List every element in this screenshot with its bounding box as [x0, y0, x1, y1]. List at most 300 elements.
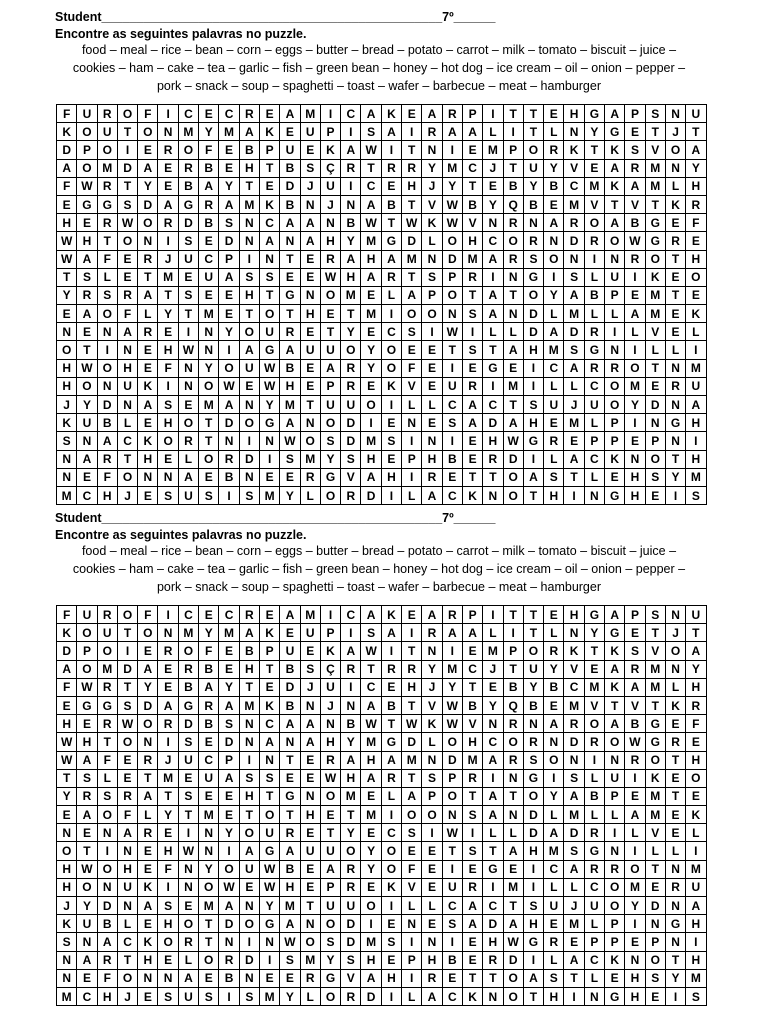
grid-cell[interactable]: M	[57, 486, 77, 504]
grid-cell[interactable]: M	[564, 195, 584, 213]
grid-cell[interactable]: O	[361, 897, 381, 915]
grid-cell[interactable]: K	[138, 933, 158, 951]
grid-cell[interactable]: K	[57, 414, 77, 432]
grid-cell[interactable]: K	[665, 696, 685, 714]
grid-cell[interactable]: R	[462, 878, 482, 896]
grid-cell[interactable]: N	[280, 733, 300, 751]
grid-cell[interactable]: I	[402, 432, 422, 450]
grid-cell[interactable]: E	[158, 824, 178, 842]
grid-cell[interactable]: H	[686, 250, 706, 268]
grid-cell[interactable]: O	[259, 305, 279, 323]
grid-cell[interactable]: T	[158, 787, 178, 805]
grid-cell[interactable]: I	[259, 450, 279, 468]
grid-cell[interactable]: E	[300, 751, 320, 769]
grid-cell[interactable]: Y	[199, 123, 219, 141]
grid-cell[interactable]: A	[605, 660, 625, 678]
grid-cell[interactable]: O	[178, 141, 198, 159]
grid-cell[interactable]: O	[686, 268, 706, 286]
grid-cell[interactable]: E	[158, 450, 178, 468]
grid-cell[interactable]: K	[259, 123, 279, 141]
grid-cell[interactable]: U	[320, 396, 340, 414]
grid-cell[interactable]: W	[442, 715, 462, 733]
grid-cell[interactable]: O	[523, 787, 543, 805]
grid-cell[interactable]: A	[564, 951, 584, 969]
grid-cell[interactable]: A	[239, 341, 259, 359]
grid-cell[interactable]: N	[300, 414, 320, 432]
grid-cell[interactable]: S	[158, 897, 178, 915]
grid-cell[interactable]: R	[219, 450, 239, 468]
grid-cell[interactable]: R	[178, 159, 198, 177]
grid-cell[interactable]: W	[77, 678, 97, 696]
grid-cell[interactable]: F	[57, 105, 77, 123]
grid-cell[interactable]: U	[523, 159, 543, 177]
grid-cell[interactable]: V	[402, 878, 422, 896]
grid-cell[interactable]: F	[117, 806, 137, 824]
grid-cell[interactable]: E	[625, 123, 645, 141]
grid-cell[interactable]: R	[462, 769, 482, 787]
grid-cell[interactable]: A	[57, 159, 77, 177]
grid-cell[interactable]: P	[259, 141, 279, 159]
grid-cell[interactable]: E	[300, 268, 320, 286]
grid-cell[interactable]: R	[462, 268, 482, 286]
grid-cell[interactable]: A	[259, 733, 279, 751]
grid-cell[interactable]: R	[605, 359, 625, 377]
grid-cell[interactable]: K	[138, 878, 158, 896]
grid-cell[interactable]: N	[97, 377, 117, 395]
grid-cell[interactable]: B	[280, 195, 300, 213]
grid-cell[interactable]: T	[584, 141, 604, 159]
grid-cell[interactable]: K	[462, 486, 482, 504]
grid-cell[interactable]: T	[462, 468, 482, 486]
grid-cell[interactable]: D	[219, 733, 239, 751]
grid-cell[interactable]: E	[259, 468, 279, 486]
grid-cell[interactable]: I	[219, 842, 239, 860]
grid-cell[interactable]: R	[341, 660, 361, 678]
grid-cell[interactable]: N	[239, 715, 259, 733]
grid-cell[interactable]: O	[320, 915, 340, 933]
grid-cell[interactable]: T	[503, 606, 523, 624]
grid-cell[interactable]: N	[158, 468, 178, 486]
grid-cell[interactable]: D	[239, 450, 259, 468]
grid-cell[interactable]: N	[57, 951, 77, 969]
grid-cell[interactable]: P	[320, 624, 340, 642]
grid-cell[interactable]: T	[503, 660, 523, 678]
grid-cell[interactable]: H	[544, 486, 564, 504]
grid-cell[interactable]: G	[584, 105, 604, 123]
grid-cell[interactable]: N	[422, 432, 442, 450]
grid-cell[interactable]: D	[402, 232, 422, 250]
grid-cell[interactable]: I	[625, 769, 645, 787]
grid-cell[interactable]: D	[219, 414, 239, 432]
grid-cell[interactable]: K	[57, 624, 77, 642]
grid-cell[interactable]: E	[462, 642, 482, 660]
grid-cell[interactable]: N	[117, 897, 137, 915]
grid-cell[interactable]: E	[665, 268, 685, 286]
grid-cell[interactable]: O	[97, 642, 117, 660]
grid-cell[interactable]: E	[199, 105, 219, 123]
grid-cell[interactable]: O	[178, 414, 198, 432]
grid-cell[interactable]: R	[199, 195, 219, 213]
grid-cell[interactable]: E	[605, 468, 625, 486]
grid-cell[interactable]: U	[199, 268, 219, 286]
grid-cell[interactable]: R	[625, 159, 645, 177]
grid-cell[interactable]: I	[564, 987, 584, 1005]
grid-cell[interactable]: L	[544, 878, 564, 896]
grid-cell[interactable]: H	[625, 486, 645, 504]
grid-cell[interactable]: O	[686, 769, 706, 787]
grid-cell[interactable]: E	[361, 787, 381, 805]
grid-cell[interactable]: E	[361, 824, 381, 842]
grid-cell[interactable]: N	[320, 214, 340, 232]
grid-cell[interactable]: S	[219, 214, 239, 232]
grid-cell[interactable]: T	[523, 486, 543, 504]
grid-cell[interactable]: F	[138, 105, 158, 123]
grid-cell[interactable]: R	[544, 432, 564, 450]
grid-cell[interactable]: A	[503, 915, 523, 933]
grid-cell[interactable]: Y	[584, 123, 604, 141]
grid-cell[interactable]: Y	[57, 286, 77, 304]
grid-cell[interactable]: O	[625, 359, 645, 377]
grid-cell[interactable]: D	[442, 250, 462, 268]
grid-cell[interactable]: E	[320, 806, 340, 824]
grid-cell[interactable]: N	[138, 232, 158, 250]
grid-cell[interactable]: L	[605, 806, 625, 824]
grid-cell[interactable]: B	[381, 696, 401, 714]
grid-cell[interactable]: T	[117, 177, 137, 195]
grid-cell[interactable]: N	[422, 642, 442, 660]
grid-cell[interactable]: T	[503, 159, 523, 177]
grid-cell[interactable]: I	[158, 105, 178, 123]
grid-cell[interactable]: F	[97, 969, 117, 987]
grid-cell[interactable]: L	[402, 897, 422, 915]
grid-cell[interactable]: S	[523, 751, 543, 769]
grid-cell[interactable]: S	[97, 787, 117, 805]
grid-cell[interactable]: L	[564, 878, 584, 896]
grid-cell[interactable]: L	[422, 232, 442, 250]
grid-cell[interactable]: K	[605, 450, 625, 468]
grid-cell[interactable]: D	[219, 232, 239, 250]
grid-cell[interactable]: B	[97, 915, 117, 933]
grid-cell[interactable]: T	[645, 696, 665, 714]
grid-cell[interactable]: A	[320, 860, 340, 878]
grid-cell[interactable]: O	[341, 341, 361, 359]
grid-cell[interactable]: H	[523, 915, 543, 933]
grid-cell[interactable]: E	[300, 141, 320, 159]
grid-cell[interactable]: M	[442, 660, 462, 678]
grid-cell[interactable]: L	[584, 268, 604, 286]
grid-cell[interactable]: R	[138, 250, 158, 268]
grid-cell[interactable]: I	[381, 897, 401, 915]
grid-cell[interactable]: N	[503, 305, 523, 323]
grid-cell[interactable]: E	[402, 105, 422, 123]
grid-cell[interactable]: Y	[219, 177, 239, 195]
grid-cell[interactable]: G	[97, 195, 117, 213]
grid-cell[interactable]: S	[239, 268, 259, 286]
grid-cell[interactable]: M	[199, 897, 219, 915]
grid-cell[interactable]: N	[239, 396, 259, 414]
grid-cell[interactable]: N	[564, 123, 584, 141]
grid-cell[interactable]: E	[503, 359, 523, 377]
grid-cell[interactable]: B	[178, 177, 198, 195]
grid-cell[interactable]: A	[564, 359, 584, 377]
grid-cell[interactable]: N	[300, 286, 320, 304]
grid-cell[interactable]: U	[686, 606, 706, 624]
grid-cell[interactable]: E	[544, 696, 564, 714]
grid-cell[interactable]: C	[584, 878, 604, 896]
grid-cell[interactable]: D	[361, 486, 381, 504]
grid-cell[interactable]: Y	[665, 468, 685, 486]
grid-cell[interactable]: A	[117, 824, 137, 842]
grid-cell[interactable]: K	[686, 305, 706, 323]
grid-cell[interactable]: M	[199, 806, 219, 824]
grid-cell[interactable]: G	[584, 842, 604, 860]
grid-cell[interactable]: O	[239, 915, 259, 933]
grid-cell[interactable]: M	[462, 751, 482, 769]
grid-cell[interactable]: R	[239, 105, 259, 123]
grid-cell[interactable]: B	[462, 696, 482, 714]
grid-cell[interactable]: E	[158, 177, 178, 195]
grid-cell[interactable]: T	[523, 105, 543, 123]
grid-cell[interactable]: M	[97, 159, 117, 177]
grid-cell[interactable]: K	[645, 268, 665, 286]
grid-cell[interactable]: E	[625, 432, 645, 450]
grid-cell[interactable]: A	[544, 214, 564, 232]
grid-cell[interactable]: R	[523, 733, 543, 751]
grid-cell[interactable]: F	[686, 715, 706, 733]
grid-cell[interactable]: E	[381, 414, 401, 432]
grid-cell[interactable]: R	[665, 232, 685, 250]
grid-cell[interactable]: M	[199, 396, 219, 414]
grid-cell[interactable]: E	[402, 341, 422, 359]
grid-cell[interactable]: J	[422, 678, 442, 696]
grid-cell[interactable]: W	[625, 733, 645, 751]
grid-cell[interactable]: O	[544, 751, 564, 769]
grid-cell[interactable]: H	[77, 733, 97, 751]
grid-cell[interactable]: I	[239, 751, 259, 769]
grid-cell[interactable]: C	[544, 860, 564, 878]
grid-cell[interactable]: C	[361, 678, 381, 696]
grid-cell[interactable]: I	[483, 377, 503, 395]
grid-cell[interactable]: M	[259, 486, 279, 504]
grid-cell[interactable]: A	[77, 250, 97, 268]
grid-cell[interactable]: O	[584, 715, 604, 733]
grid-cell[interactable]: O	[199, 450, 219, 468]
grid-cell[interactable]: R	[625, 250, 645, 268]
grid-cell[interactable]: I	[239, 432, 259, 450]
grid-cell[interactable]: R	[341, 860, 361, 878]
grid-cell[interactable]: R	[402, 660, 422, 678]
grid-cell[interactable]: W	[57, 733, 77, 751]
grid-cell[interactable]: T	[178, 305, 198, 323]
grid-cell[interactable]: I	[483, 268, 503, 286]
grid-cell[interactable]: S	[178, 787, 198, 805]
grid-cell[interactable]: S	[300, 159, 320, 177]
grid-cell[interactable]: T	[199, 933, 219, 951]
grid-cell[interactable]: A	[422, 987, 442, 1005]
grid-cell[interactable]: L	[625, 824, 645, 842]
grid-cell[interactable]: Y	[158, 806, 178, 824]
grid-cell[interactable]: O	[645, 450, 665, 468]
grid-cell[interactable]: L	[686, 824, 706, 842]
grid-cell[interactable]: H	[97, 486, 117, 504]
grid-cell[interactable]: J	[320, 195, 340, 213]
grid-cell[interactable]: E	[138, 642, 158, 660]
grid-cell[interactable]: A	[381, 751, 401, 769]
grid-cell[interactable]: N	[239, 969, 259, 987]
grid-cell[interactable]: V	[462, 214, 482, 232]
grid-cell[interactable]: N	[341, 696, 361, 714]
grid-cell[interactable]: N	[665, 432, 685, 450]
grid-cell[interactable]: I	[239, 250, 259, 268]
grid-cell[interactable]: N	[178, 359, 198, 377]
grid-cell[interactable]: C	[564, 678, 584, 696]
grid-cell[interactable]: D	[97, 396, 117, 414]
grid-cell[interactable]: N	[442, 305, 462, 323]
grid-cell[interactable]: I	[117, 141, 137, 159]
grid-cell[interactable]: T	[381, 715, 401, 733]
grid-cell[interactable]: C	[483, 396, 503, 414]
grid-cell[interactable]: U	[686, 105, 706, 123]
grid-cell[interactable]: L	[584, 769, 604, 787]
grid-cell[interactable]: W	[320, 769, 340, 787]
grid-cell[interactable]: I	[483, 878, 503, 896]
grid-cell[interactable]: R	[199, 696, 219, 714]
grid-cell[interactable]: G	[259, 915, 279, 933]
grid-cell[interactable]: T	[645, 624, 665, 642]
grid-cell[interactable]: U	[544, 897, 564, 915]
grid-cell[interactable]: H	[361, 450, 381, 468]
grid-cell[interactable]: M	[239, 696, 259, 714]
grid-cell[interactable]: T	[462, 787, 482, 805]
grid-cell[interactable]: C	[544, 359, 564, 377]
grid-cell[interactable]: K	[605, 678, 625, 696]
grid-cell[interactable]: E	[219, 787, 239, 805]
grid-cell[interactable]: V	[645, 642, 665, 660]
grid-cell[interactable]: S	[117, 195, 137, 213]
grid-cell[interactable]: Y	[259, 396, 279, 414]
grid-cell[interactable]: U	[544, 396, 564, 414]
grid-cell[interactable]: U	[259, 323, 279, 341]
grid-cell[interactable]: L	[97, 268, 117, 286]
grid-cell[interactable]: B	[442, 951, 462, 969]
grid-cell[interactable]: P	[625, 105, 645, 123]
grid-cell[interactable]: E	[77, 323, 97, 341]
grid-cell[interactable]: E	[361, 377, 381, 395]
grid-cell[interactable]: I	[686, 842, 706, 860]
grid-cell[interactable]: T	[665, 951, 685, 969]
grid-cell[interactable]: E	[138, 486, 158, 504]
grid-cell[interactable]: W	[503, 933, 523, 951]
grid-cell[interactable]: A	[138, 159, 158, 177]
grid-cell[interactable]: T	[300, 897, 320, 915]
grid-cell[interactable]: L	[422, 733, 442, 751]
grid-cell[interactable]: Y	[361, 359, 381, 377]
grid-cell[interactable]: S	[625, 141, 645, 159]
grid-cell[interactable]: W	[259, 860, 279, 878]
grid-cell[interactable]: I	[483, 606, 503, 624]
grid-cell[interactable]: E	[422, 359, 442, 377]
grid-cell[interactable]: P	[645, 432, 665, 450]
grid-cell[interactable]: O	[320, 486, 340, 504]
grid-cell[interactable]: H	[57, 715, 77, 733]
grid-cell[interactable]: L	[117, 915, 137, 933]
grid-cell[interactable]: S	[178, 733, 198, 751]
grid-cell[interactable]: A	[442, 123, 462, 141]
grid-cell[interactable]: E	[199, 606, 219, 624]
grid-cell[interactable]: M	[564, 696, 584, 714]
grid-cell[interactable]: S	[442, 915, 462, 933]
grid-cell[interactable]: R	[422, 123, 442, 141]
grid-cell[interactable]: I	[442, 860, 462, 878]
grid-cell[interactable]: V	[584, 195, 604, 213]
grid-cell[interactable]: Y	[341, 323, 361, 341]
grid-cell[interactable]: T	[138, 769, 158, 787]
grid-cell[interactable]: Y	[199, 624, 219, 642]
grid-cell[interactable]: T	[402, 141, 422, 159]
grid-cell[interactable]: T	[97, 232, 117, 250]
grid-cell[interactable]: T	[199, 414, 219, 432]
grid-cell[interactable]: R	[178, 933, 198, 951]
grid-cell[interactable]: U	[259, 824, 279, 842]
grid-cell[interactable]: C	[442, 486, 462, 504]
grid-cell[interactable]: U	[97, 123, 117, 141]
grid-cell[interactable]: N	[158, 123, 178, 141]
grid-cell[interactable]: G	[645, 715, 665, 733]
grid-cell[interactable]: O	[422, 305, 442, 323]
grid-cell[interactable]: D	[341, 915, 361, 933]
grid-cell[interactable]: H	[239, 159, 259, 177]
grid-cell[interactable]: C	[117, 432, 137, 450]
grid-cell[interactable]: A	[686, 897, 706, 915]
grid-cell[interactable]: W	[361, 642, 381, 660]
grid-cell[interactable]: T	[523, 987, 543, 1005]
grid-cell[interactable]: O	[381, 860, 401, 878]
grid-cell[interactable]: P	[605, 432, 625, 450]
grid-cell[interactable]: U	[320, 897, 340, 915]
grid-cell[interactable]: O	[503, 987, 523, 1005]
grid-cell[interactable]: C	[341, 105, 361, 123]
grid-cell[interactable]: T	[341, 806, 361, 824]
grid-cell[interactable]: V	[422, 195, 442, 213]
grid-cell[interactable]: Ç	[320, 159, 340, 177]
grid-cell[interactable]: R	[665, 878, 685, 896]
grid-cell[interactable]: A	[178, 969, 198, 987]
grid-cell[interactable]: H	[138, 951, 158, 969]
grid-cell[interactable]: I	[483, 105, 503, 123]
grid-cell[interactable]: M	[645, 660, 665, 678]
grid-cell[interactable]: A	[300, 715, 320, 733]
grid-cell[interactable]: E	[686, 733, 706, 751]
grid-cell[interactable]: W	[178, 842, 198, 860]
grid-cell[interactable]: E	[361, 286, 381, 304]
grid-cell[interactable]: B	[503, 177, 523, 195]
grid-cell[interactable]: T	[665, 787, 685, 805]
grid-cell[interactable]: I	[158, 232, 178, 250]
grid-cell[interactable]: Y	[422, 660, 442, 678]
grid-cell[interactable]: Y	[523, 678, 543, 696]
grid-cell[interactable]: N	[665, 159, 685, 177]
grid-cell[interactable]: R	[341, 878, 361, 896]
grid-cell[interactable]: O	[300, 432, 320, 450]
grid-cell[interactable]: N	[138, 969, 158, 987]
grid-cell[interactable]: T	[259, 787, 279, 805]
grid-cell[interactable]: O	[97, 305, 117, 323]
grid-cell[interactable]: E	[625, 787, 645, 805]
grid-cell[interactable]: H	[625, 987, 645, 1005]
grid-cell[interactable]: T	[341, 305, 361, 323]
grid-cell[interactable]: R	[503, 250, 523, 268]
grid-cell[interactable]: E	[686, 787, 706, 805]
